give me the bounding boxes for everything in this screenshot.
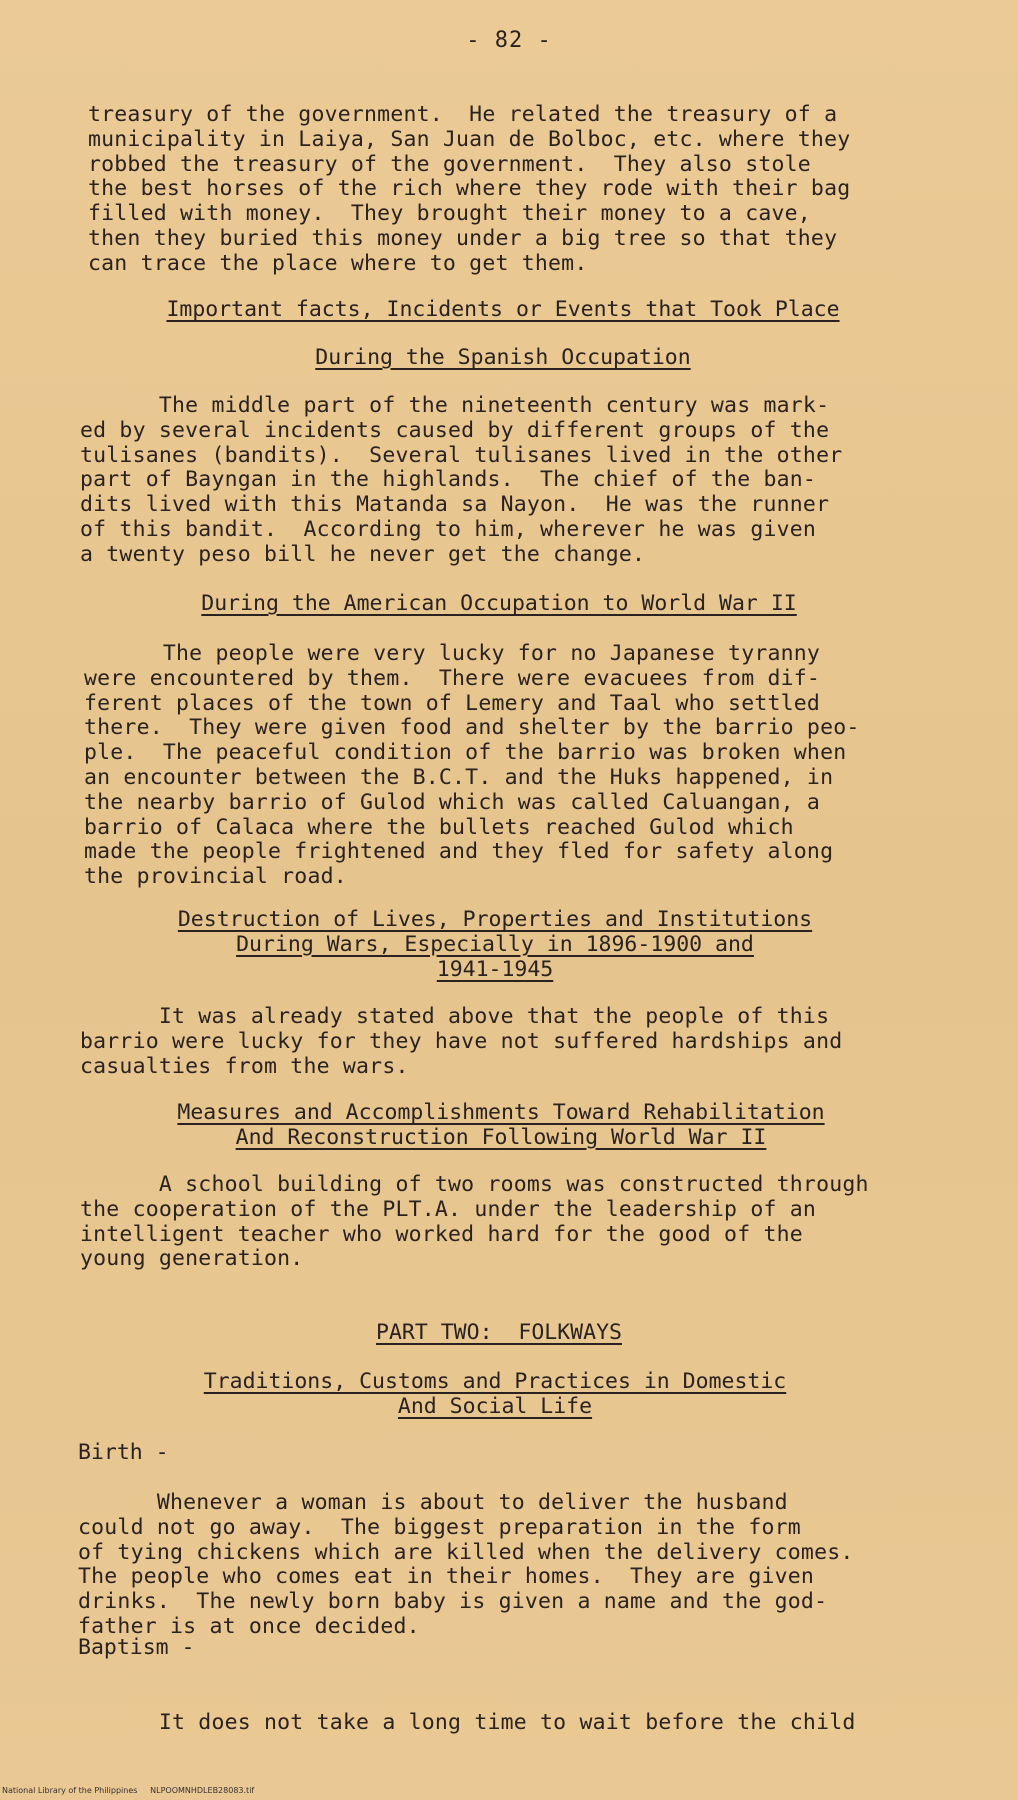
paragraph-destruction: It was already stated above that the people of this barrio were lucky for they have not suffered hardships and casualties from the wars. xyxy=(80,1004,843,1079)
label-birth: Birth - xyxy=(78,1440,169,1465)
heading-important-facts: Important facts, Incidents or Events that Took Place xyxy=(166,297,840,322)
heading-american-occupation: During the American Occupation to World War II xyxy=(201,591,797,616)
heading-spanish-occupation: During the Spanish Occupation xyxy=(315,345,691,370)
paragraph-american: The people were very lucky for no Japanese tyranny were encountered by them. There were evacuees from dif- ferent places of the town of Lemery and Taal who settled there. They were given food and shelter by the barrio peo- ple. The peaceful condition of the barrio was broken when an encounter between the B.C.T. and the Huks happened, in the nearby barrio of Gulod which was called Caluangan, a barrio of Calaca where the bullets reached Gulod which made the people frightened and they fled for safety along the provincial road. xyxy=(84,641,860,890)
page-number: - 82 - xyxy=(466,28,552,53)
heading-rehabilitation: Measures and Accomplishments Toward Rehabilitation And Reconstruction Following World War II xyxy=(177,1100,825,1150)
archive-footer: National Library of the Philippines NLPOOMNHDLEB28083.tif xyxy=(2,1786,255,1795)
paragraph-spanish: The middle part of the nineteenth century was mark- ed by several incidents caused by different groups of the tulisanes (bandits). Several tulisanes lived in the other part of Bayngan in the highlands. The chief of the ban- dits lived with this Matanda sa Nayon. He was the runner of this bandit. According to him, wherever he was given a twenty peso bill he never get the change. xyxy=(80,393,843,567)
paragraph-treasury: treasury of the government. He related the treasury of a municipality in Laiya, San Juan de Bolboc, etc. where they robbed the treasury of the government. They also stole the best horses of the rich where they rode with their bag filled with money. They brought their money to a cave, then they buried this money under a big tree so that they can trace the place where to get them. xyxy=(88,102,851,276)
paragraph-baptism: It does not take a long time to wait before the child xyxy=(80,1710,856,1735)
label-baptism: Baptism - xyxy=(78,1635,195,1660)
paragraph-rehabilitation: A school building of two rooms was constructed through the cooperation of the PLT.A. under the leadership of an intelligent teacher who worked hard for the good of the young generation. xyxy=(80,1172,869,1272)
heading-destruction: Destruction of Lives, Properties and Institutions During Wars, Especially in 1896-1900 and 1941-1945 xyxy=(177,907,813,982)
heading-part-two: PART TWO: FOLKWAYS xyxy=(376,1320,622,1345)
heading-traditions: Traditions, Customs and Practices in Domestic And Social Life xyxy=(203,1369,787,1419)
paragraph-birth: Whenever a woman is about to deliver the husband could not go away. The biggest preparation in the form of tying chickens which are killed when the delivery comes. The people who comes eat in their homes. They are given drinks. The newly born baby is given a name and the god- father is at once decided. xyxy=(78,1490,854,1639)
